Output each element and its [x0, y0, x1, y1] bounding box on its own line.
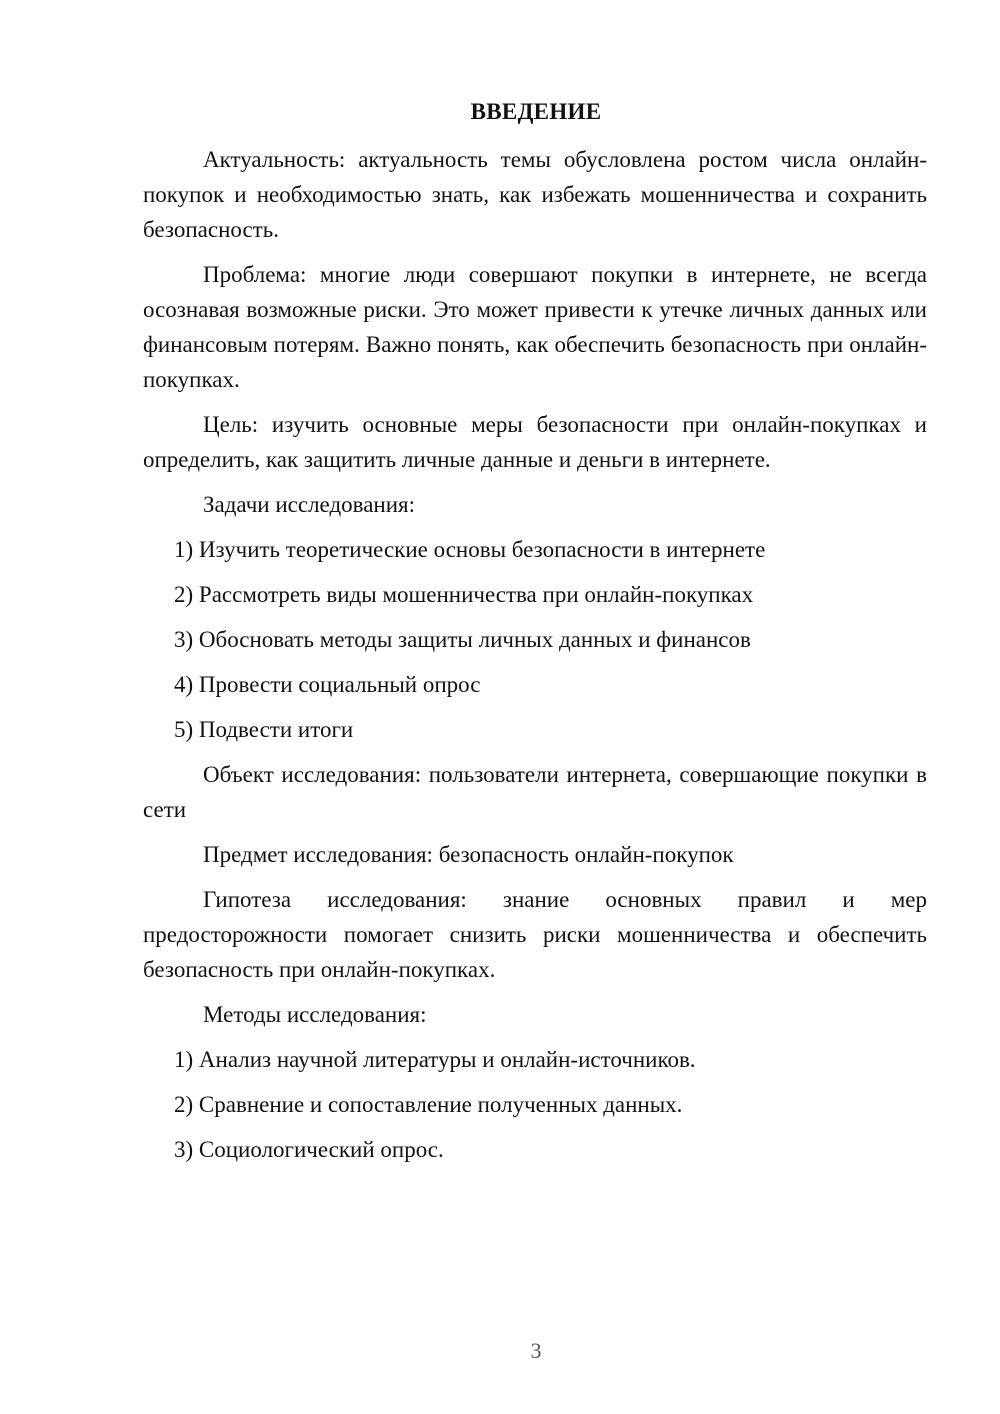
task-item: 3) Обосновать методы защиты личных данных и финансов — [174, 627, 751, 652]
hypothesis-paragraph: Гипотеза исследования: знание основных правил и мер предосторожности помогает снизить риски мошенничества и обеспечить безопасность при онлайн-покупках. — [143, 887, 927, 982]
relevance-paragraph: Актуальность: актуальность темы обусловлена ростом числа онлайн-покупок и необходимостью знать, как избежать мошенничества и сохранить безопасность. — [143, 147, 927, 242]
methods-list — [143, 1042, 927, 1167]
methods-title: Методы исследования: — [203, 1002, 427, 1027]
task-item: 2) Рассмотреть виды мошенничества при онлайн-покупках — [174, 582, 754, 607]
page-number: 3 — [530, 1338, 542, 1363]
document-body — [143, 142, 927, 1177]
method-item: 3) Социологический опрос. — [174, 1137, 444, 1162]
task-item: 5) Подвести итоги — [174, 717, 354, 742]
section-heading: ВВЕДЕНИЕ — [470, 99, 602, 124]
problem-paragraph: Проблема: многие люди совершают покупки в интернете, не всегда осознавая возможные риски. Это может привести к утечке личных данных или финансовым потерям. Важно понять, как обеспечить безопасность при онлайн-покупках. — [143, 262, 927, 392]
goal-paragraph: Цель: изучить основные меры безопасности при онлайн-покупках и определить, как защитить личные данные и деньги в интернете. — [143, 412, 927, 472]
task-item: 1) Изучить теоретические основы безопасности в интернете — [174, 537, 766, 562]
tasks-list — [143, 532, 927, 747]
subject-paragraph: Предмет исследования: безопасность онлайн-покупок — [203, 842, 734, 867]
tasks-title: Задачи исследования: — [203, 492, 416, 517]
object-paragraph: Объект исследования: пользователи интернета, совершающие покупки в сети — [143, 762, 927, 822]
task-item: 4) Провести социальный опрос — [174, 672, 481, 697]
method-item: 2) Сравнение и сопоставление полученных данных. — [174, 1092, 683, 1117]
method-item: 1) Анализ научной литературы и онлайн-источников. — [174, 1047, 696, 1072]
